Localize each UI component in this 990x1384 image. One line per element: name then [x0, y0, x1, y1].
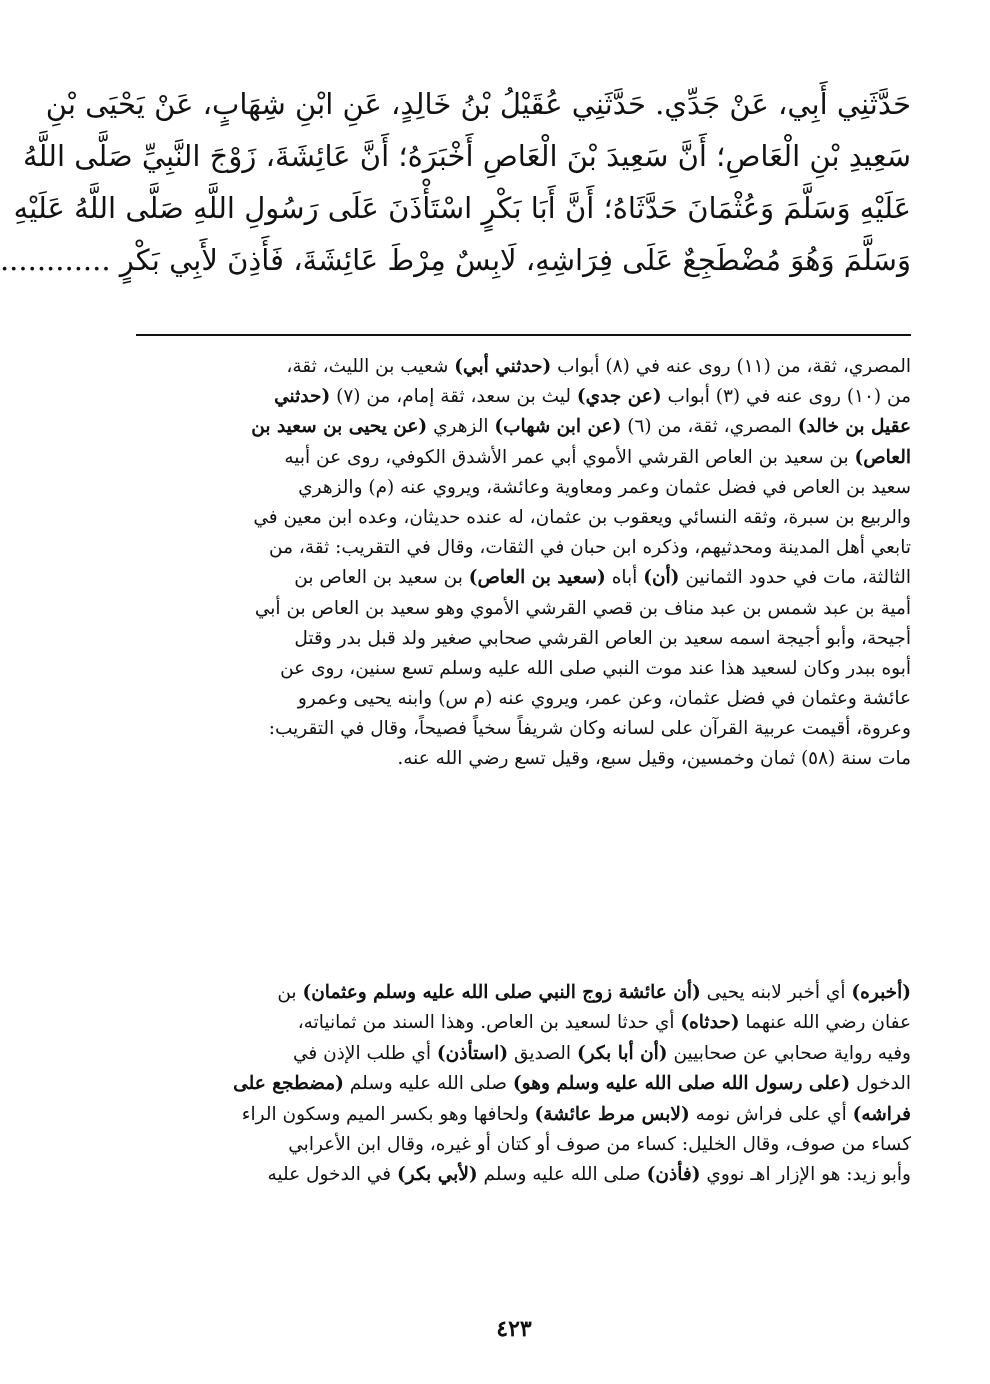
text-run: صلى الله عليه وسلم — [477, 1164, 647, 1186]
note-line — [136, 533, 911, 563]
text-run: أباه — [605, 567, 644, 589]
text-run: أي أخبر لابنه يحيى — [700, 982, 852, 1003]
bold-run: (لابس مرط عائشة) — [534, 1103, 690, 1125]
bold-run: العاص) — [854, 446, 911, 468]
text-run: أي حدثا لسعيد بن العاص. وهذا السند من ثمانياته، — [297, 1012, 681, 1034]
text-run: الدخول — [850, 1073, 911, 1095]
hadith-line: حَدَّثَنِي أَبِي، عَنْ جَدِّي. حَدَّثَنِي عُقَيْلُ بْنُ خَالِدٍ، عَنِ ابْنِ شِهَابٍ، عَنْ يَحْيَى بْنِ — [45, 87, 911, 121]
note-line — [136, 684, 911, 714]
bold-run: (حدثني — [274, 386, 331, 408]
bold-run: عقيل بن خالد) — [797, 416, 911, 438]
note-line — [136, 443, 911, 473]
text-run: سعيد بن العاص في فضل عثمان وعمر ومعاوية وعائشة، ويروي عنه (م) والزهري — [298, 476, 911, 498]
text-run: بن — [277, 982, 303, 1003]
note-line — [136, 594, 911, 624]
text-run: أبوه ببدر وكان لسعيد هذا عند موت النبي صلى الله عليه وسلم تسع سنين، روى عن — [280, 657, 911, 679]
note-line — [136, 714, 911, 744]
text-run: والربيع بن سبرة، وثقه النسائي ويعقوب بن عثمان، له عنده حديثان، وعده ابن معين في — [253, 506, 911, 528]
text-run: وفيه رواية صحابي عن صحابيين — [667, 1042, 911, 1064]
text-run: أي على فراش نومه — [689, 1103, 853, 1125]
bold-run: فراشه) — [852, 1103, 911, 1125]
bold-run: (أن) — [643, 567, 680, 589]
bold-run: (عن ابن شهاب) — [494, 416, 622, 438]
text-run: ولحافها وهو بكسر الميم وسكون الراء — [241, 1103, 535, 1125]
bold-run: (أخبره) — [851, 982, 911, 1003]
text-run: مات سنة (٥٨) ثمان وخمسين، وقيل سبع، وقيل تسع رضي الله عنه. — [397, 748, 911, 770]
commentary-line — [136, 1130, 911, 1160]
bold-run: (حدثاه) — [680, 1012, 740, 1034]
bold-run: (مضطجع على — [233, 1073, 344, 1095]
text-run: في الدخول عليه — [267, 1164, 397, 1186]
text-run: بن سعيد بن العاص بن — [294, 567, 469, 589]
text-run: ليث بن سعد، ثقة إمام، من (٧) — [330, 386, 577, 408]
text-run: أمية بن عبد شمس بن عبد مناف بن قصي القرشي الأموي وهو سعيد بن العاص بن أبي — [254, 597, 911, 619]
commentary-text — [136, 978, 911, 1191]
note-line — [136, 382, 911, 412]
bold-run: (عن يحيى بن سعيد بن — [251, 416, 428, 438]
bold-run: (استأذن) — [436, 1042, 509, 1064]
text-run: تابعي أهل المدينة ومحدثيهم، وذكره ابن حبان في الثقات، وقال في التقريب: ثقة، من — [269, 537, 911, 559]
bold-run: (أن أبا بكر) — [576, 1042, 668, 1064]
bold-run: (فأذن) — [646, 1164, 701, 1186]
hadith-line: سَعِيدِ بْنِ الْعَاصِ؛ أَنَّ سَعِيدَ بْنَ الْعَاصِ أَخْبَرَهُ؛ أَنَّ عَائِشَةَ، زَوْجَ النَّبِيِّ صَلَّى اللَّهُ — [22, 139, 911, 173]
commentary-line — [136, 1069, 911, 1099]
text-run: أجيحة، وأبو أجيجة اسمه سعيد بن العاص القرشي صحابي صغير ولد قبل بدر وقتل — [294, 627, 911, 649]
commentary-line — [136, 1160, 911, 1190]
bold-run: (عن جدي) — [576, 386, 662, 408]
text-run: وأبو زيد: هو الإزار اهـ نووي — [700, 1164, 911, 1186]
commentary-line — [136, 1008, 911, 1038]
text-run: المصري، ثقة، من (١١) روى عنه في (٨) أبواب — [551, 356, 911, 377]
text-run: الصديق — [508, 1042, 577, 1064]
commentary-line — [136, 1100, 911, 1130]
hadith-line: عَلَيْهِ وَسَلَّمَ وَعُثْمَانَ حَدَّثَاهُ؛ أَنَّ أَبَا بَكْرٍ اسْتَأْذَنَ عَلَى رَسُولِ اللَّهِ صَلَّى اللَّهُ عَلَيْهِ — [13, 191, 911, 225]
page-number: ٤٢٣ — [496, 1316, 532, 1342]
commentary-line — [136, 978, 911, 1008]
text-run: صلى الله عليه وسلم — [343, 1073, 513, 1095]
bold-run: (على رسول الله صلى الله عليه وسلم وهو) — [512, 1073, 851, 1095]
note-line — [136, 503, 911, 533]
narrator-notes — [136, 352, 911, 775]
note-line — [136, 352, 911, 382]
text-run: عفان رضي الله عنهما — [739, 1012, 911, 1034]
text-run: الثالثة، مات في حدود الثمانين — [679, 567, 911, 589]
note-line — [136, 624, 911, 654]
footnote-divider — [136, 334, 911, 336]
note-line — [136, 654, 911, 684]
text-run: شعيب بن الليث، ثقة، — [286, 356, 455, 377]
bold-run: (أن عائشة زوج النبي صلى الله عليه وسلم وعثمان) — [302, 982, 701, 1003]
hadith-text — [0, 78, 911, 286]
note-line — [136, 412, 911, 442]
text-run: وعروة، أقيمت عربية القرآن على لسانه وكان شريفاً سخياً فصيحاً، وقال في التقريب: — [268, 718, 911, 740]
text-run: كساء من صوف، وقال الخليل: كساء من صوف أو كتان أو غيره، وقال ابن الأعرابي — [288, 1133, 911, 1155]
text-run: أي طلب الإذن في — [292, 1042, 437, 1064]
text-run: الزهري — [427, 416, 495, 438]
note-line — [136, 473, 911, 503]
bold-run: (حدثني أبي) — [454, 356, 552, 377]
hadith-line: وَسَلَّمَ وَهُوَ مُضْطَجِعٌ عَلَى فِرَاشِهِ، لَابِسٌ مِرْطَ عَائِشَةَ، فَأَذِنَ لأَبِي بَكْرٍ ............ — [0, 243, 911, 277]
text-run: من (١٠) روى عنه في (٣) أبواب — [661, 386, 911, 408]
bold-run: (سعيد بن العاص) — [468, 567, 606, 589]
text-run: المصري، ثقة، من (٦) — [621, 416, 798, 438]
note-line — [136, 563, 911, 593]
note-line — [136, 744, 911, 774]
bold-run: (لأبي بكر) — [396, 1164, 478, 1186]
text-run: بن سعيد بن العاص القرشي الأموي أبي عمر الأشدق الكوفي، روى عن أبيه — [284, 446, 855, 468]
commentary-line — [136, 1039, 911, 1069]
text-run: عائشة وعثمان في فضل عثمان، وعن عمر، ويروي عنه (م س) وابنه يحيى وعمرو — [297, 688, 911, 710]
